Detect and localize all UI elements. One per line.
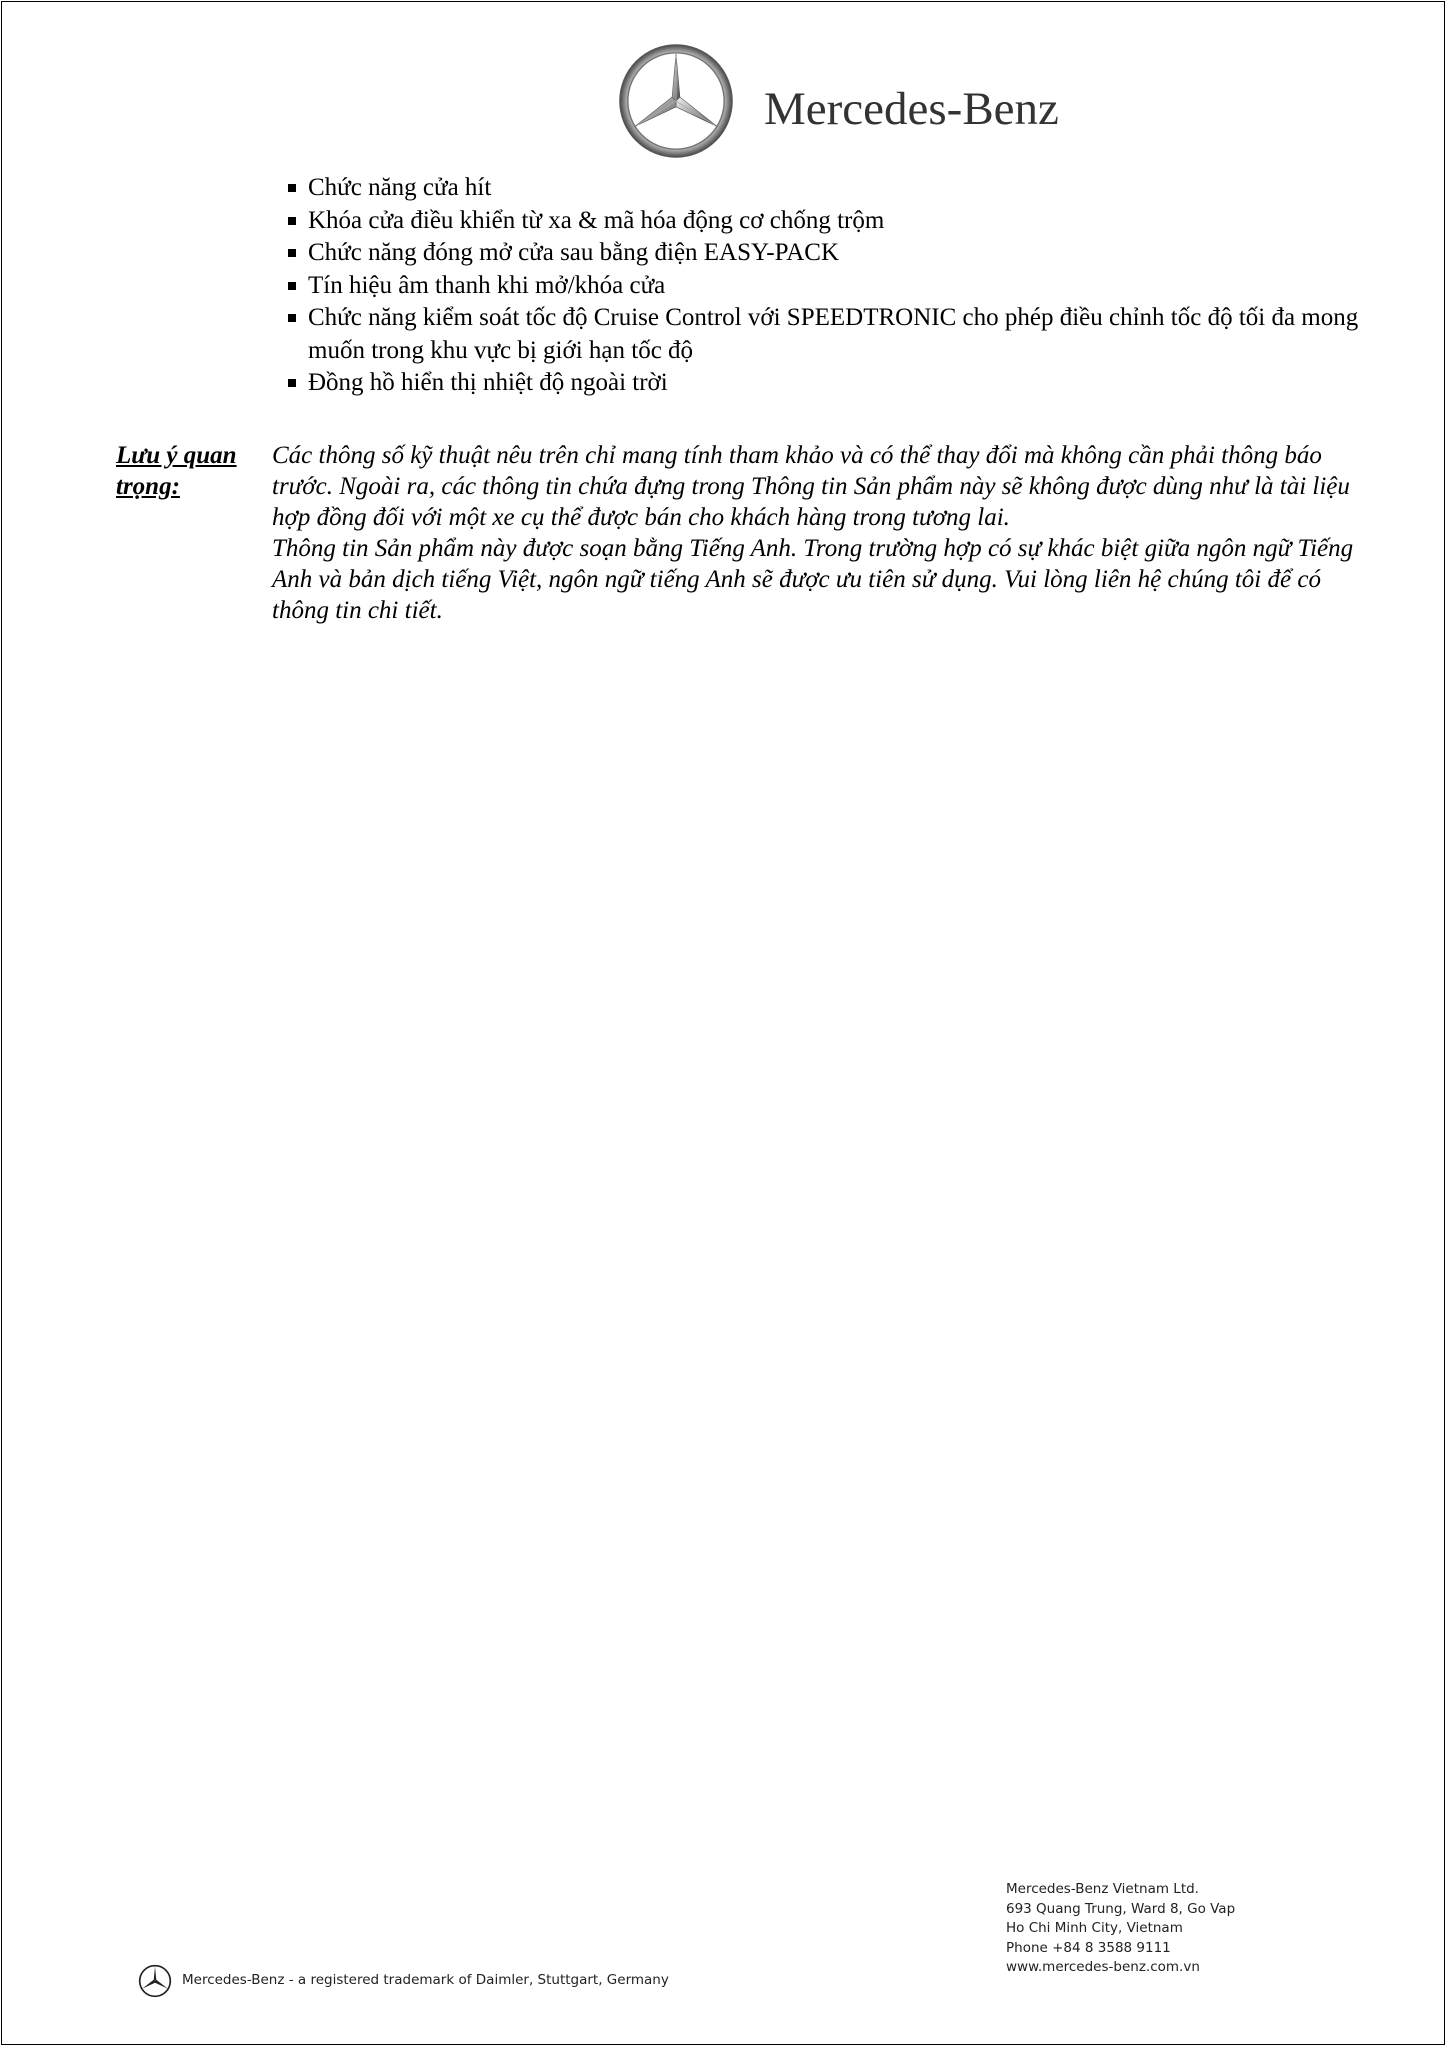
list-item: Khóa cửa điều khiển từ xa & mã hóa động cơ chống trộm (284, 205, 1394, 238)
bullet-icon (288, 217, 296, 225)
list-item: Chức năng kiểm soát tốc độ Cruise Control với SPEEDTRONIC cho phép điều chỉnh tốc độ tối đa mong muốn trong khu vực bị giới hạn tốc độ (284, 302, 1394, 367)
note-paragraph: Các thông số kỹ thuật nêu trên chỉ mang tính tham khảo và có thể thay đổi mà không cần phải thông báo trước. Ngoài ra, các thông tin chứa đựng trong Thông tin Sản phẩm này sẽ không được dùng như là tài liệu hợp đồng đối với một xe cụ thể được bán cho khách hàng trong tương lai. (272, 442, 1350, 531)
company-website: www.mercedes-benz.com.vn (1006, 1959, 1200, 1975)
list-item: Chức năng cửa hít (284, 172, 1394, 205)
bullet-icon (288, 282, 296, 290)
list-item: Tín hiệu âm thanh khi mở/khóa cửa (284, 270, 1394, 303)
footer-star-icon (138, 1964, 172, 1998)
company-street: 693 Quang Trung, Ward 8, Go Vap (1006, 1900, 1236, 1917)
feature-list (284, 172, 1394, 400)
bullet-icon (288, 249, 296, 257)
list-item: Chức năng đóng mở cửa sau bằng điện EASY-PACK (284, 237, 1394, 270)
company-name: Mercedes-Benz Vietnam Ltd. (1006, 1881, 1199, 1897)
bullet-icon (288, 314, 296, 322)
company-phone: Phone +84 8 3588 9111 (1006, 1939, 1171, 1956)
company-address (1006, 1880, 1235, 1978)
company-city: Ho Chi Minh City, Vietnam (1006, 1920, 1183, 1936)
note-body (272, 440, 1382, 626)
note-label: Lưu ý quan trọng: (116, 442, 237, 500)
list-item: Đồng hồ hiển thị nhiệt độ ngoài trời (284, 367, 1394, 400)
bullet-icon (288, 379, 296, 387)
note-paragraph: Thông tin Sản phẩm này được soạn bằng Tiếng Anh. Trong trường hợp có sự khác biệt giữa ngôn ngữ Tiếng Anh và bản dịch tiếng Việt, ngôn ngữ tiếng Anh sẽ được ưu tiên sử dụng. Vui lòng liên hệ chúng tôi để có thông tin chi tiết. (272, 535, 1354, 624)
bullet-icon (288, 184, 296, 192)
trademark-text: Mercedes-Benz - a registered trademark of Daimler, Stuttgart, Germany (182, 1972, 669, 1988)
mercedes-star-icon (617, 42, 735, 160)
brand-wordmark: Mercedes-Benz (764, 83, 1059, 135)
